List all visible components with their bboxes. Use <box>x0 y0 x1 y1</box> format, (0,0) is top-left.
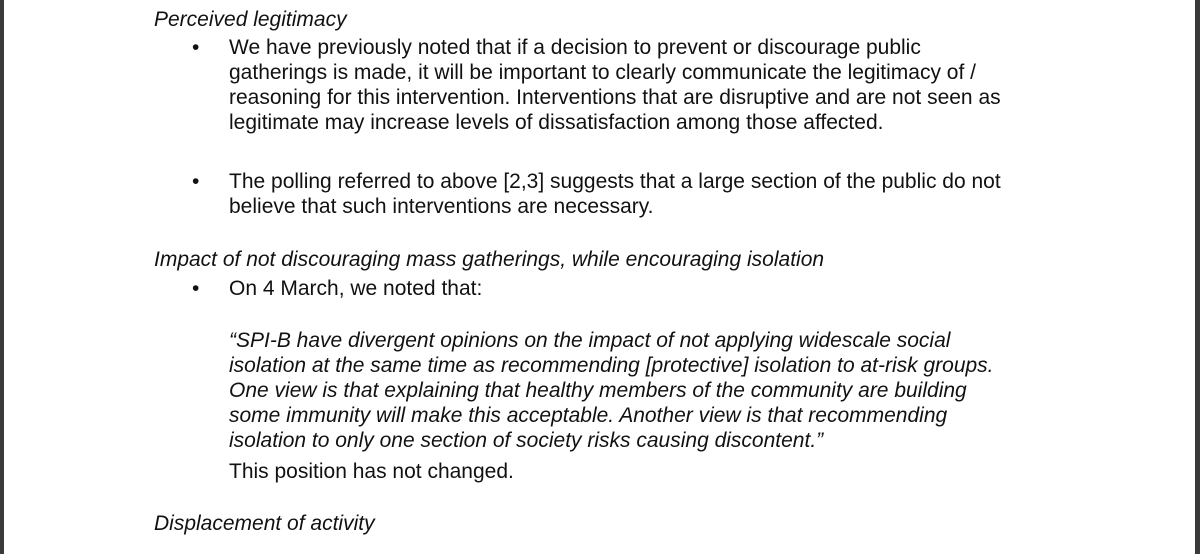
section-heading-displacement-of-activity: Displacement of activity <box>154 512 375 535</box>
page-right-edge <box>1195 0 1200 554</box>
section-heading-perceived-legitimacy: Perceived legitimacy <box>154 8 347 31</box>
bullet-marker: • <box>192 170 200 193</box>
quote-line: some immunity will make this acceptable. Another view is that recommending <box>229 404 948 427</box>
paragraph-line: believe that such interventions are necessary. <box>229 195 654 218</box>
quote-line: isolation to only one section of society risks causing discontent.” <box>229 429 824 452</box>
paragraph-line: legitimate may increase levels of dissatisfaction among those affected. <box>229 111 884 134</box>
paragraph-line: We have previously noted that if a decision to prevent or discourage public <box>229 36 921 59</box>
paragraph-line: This position has not changed. <box>229 460 514 483</box>
bullet-paragraph-4-march <box>229 276 482 301</box>
bullet-paragraph-legitimacy <box>229 35 1001 135</box>
paragraph-line: gatherings is made, it will be important to clearly communicate the legitimacy of / <box>229 61 976 84</box>
bullet-marker: • <box>192 36 200 59</box>
quoted-statement <box>229 328 994 453</box>
quote-line: isolation at the same time as recommending [protective] isolation to at-risk groups. <box>229 354 994 377</box>
bullet-marker: • <box>192 277 200 300</box>
section-heading-impact-of-not-discouraging: Impact of not discouraging mass gatherings, while encouraging isolation <box>154 248 825 271</box>
paragraph-line: reasoning for this intervention. Interventions that are disruptive and are not seen as <box>229 86 1001 109</box>
bullet-paragraph-polling <box>229 169 1001 219</box>
paragraph-line: On 4 March, we noted that: <box>229 277 483 300</box>
paragraph-line: The polling referred to above [2,3] suggests that a large section of the public do not <box>229 170 1001 193</box>
page-left-edge <box>0 0 4 554</box>
closing-statement <box>229 459 514 484</box>
quote-line: “SPI-B have divergent opinions on the impact of not applying widescale social <box>229 329 951 352</box>
quote-line: One view is that explaining that healthy members of the community are building <box>229 379 967 402</box>
